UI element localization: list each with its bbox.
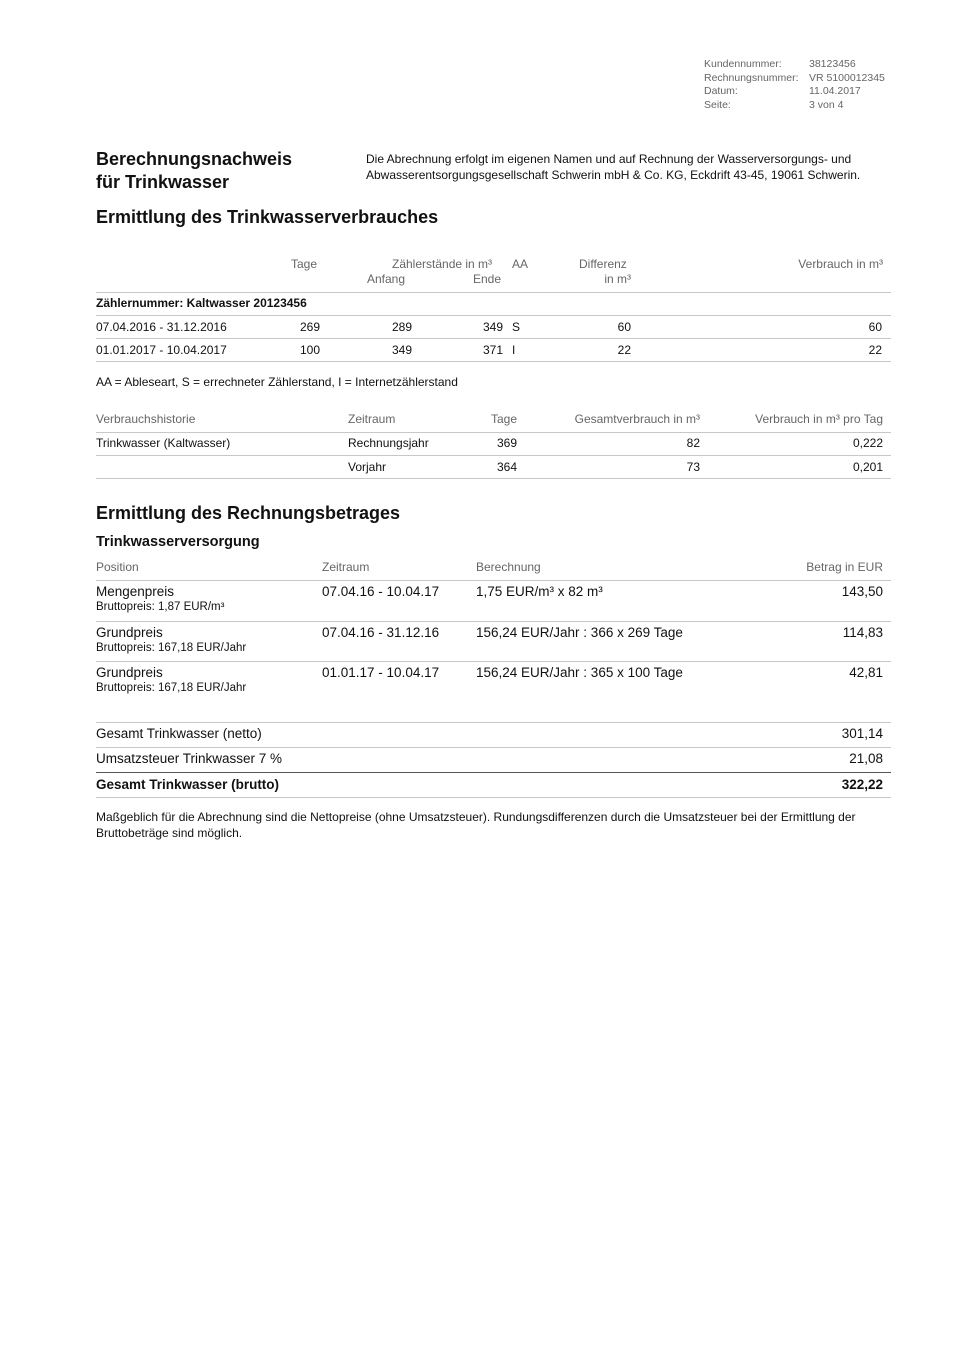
col-header-total-consumption: Gesamtverbrauch in m³ <box>574 412 700 426</box>
row-start: 349 <box>391 343 412 357</box>
divider <box>96 338 891 339</box>
line-item-amount: 42,81 <box>849 665 883 680</box>
col-header-amount: Betrag in EUR <box>806 560 883 574</box>
row-period: 01.01.2017 - 10.04.2017 <box>96 343 227 357</box>
meta-label: Kundennummer: <box>704 58 782 70</box>
col-header-end: Ende <box>473 272 502 286</box>
vat-amount: 21,08 <box>849 751 883 766</box>
col-header-days: Tage <box>291 257 318 271</box>
history-daily: 0,201 <box>852 460 883 474</box>
subsection-heading: Trinkwasserversorgung <box>96 534 260 550</box>
col-header-difference: Differenz <box>579 257 627 271</box>
divider <box>96 661 891 662</box>
col-header-position: Position <box>96 560 139 574</box>
divider <box>96 432 891 433</box>
vat-label: Umsatzsteuer Trinkwasser 7 % <box>96 751 283 766</box>
total-net-amount: 301,14 <box>841 726 883 741</box>
divider <box>96 722 891 723</box>
section-heading-amount: Ermittlung des Rechnungsbetrages <box>96 503 401 523</box>
page-title <box>96 148 292 194</box>
intro-text: Die Abrechnung erfolgt im eigenen Namen und auf Rechnung der Wasserversorgungs- und Abwasserentsorgungsgesellschaft Schwerin mbH & Co. KG, Eckdrift 43-45, 19061 Schwerin. <box>366 152 861 182</box>
divider <box>96 797 891 798</box>
row-reading-type: S <box>512 320 521 334</box>
divider <box>96 455 891 456</box>
invoice-meta <box>704 58 885 113</box>
line-item-gross-price: Bruttopreis: 167,18 EUR/Jahr <box>96 682 247 694</box>
line-item-gross-price: Bruttopreis: 1,87 EUR/m³ <box>96 601 225 613</box>
line-item-calculation: 1,75 EUR/m³ x 82 m³ <box>476 584 603 599</box>
line-item-period: 01.01.17 - 10.04.17 <box>322 665 440 680</box>
total-gross-amount: 322,22 <box>841 777 883 792</box>
col-header-start: Anfang <box>367 272 406 286</box>
history-total: 73 <box>686 460 700 474</box>
row-start: 289 <box>391 320 412 334</box>
history-period: Rechnungsjahr <box>348 436 429 450</box>
history-days: 364 <box>496 460 517 474</box>
meta-label: Seite: <box>704 99 731 112</box>
total-net-label: Gesamt Trinkwasser (netto) <box>96 726 262 741</box>
row-end: 371 <box>482 343 503 357</box>
history-daily: 0,222 <box>852 436 883 450</box>
line-item-amount: 114,83 <box>842 625 883 640</box>
col-header-period: Zeitraum <box>348 412 396 426</box>
history-days: 369 <box>496 436 517 450</box>
col-header-days: Tage <box>490 412 517 426</box>
line-item-amount: 143,50 <box>841 584 883 599</box>
meta-label: Rechnungsnummer: <box>704 71 799 84</box>
row-period: 07.04.2016 - 31.12.2016 <box>96 320 227 334</box>
line-item-gross-price: Bruttopreis: 167,18 EUR/Jahr <box>96 642 247 654</box>
line-item-position: Grundpreis <box>96 665 163 680</box>
col-header-difference-unit: in m³ <box>604 272 631 286</box>
col-header-meter-readings: Zählerstände in m³ <box>392 257 493 271</box>
row-end: 349 <box>482 320 503 334</box>
line-item-period: 07.04.16 - 10.04.17 <box>322 584 440 599</box>
history-total: 82 <box>686 436 700 450</box>
reading-type-legend: AA = Ableseart, S = errechneter Zählerstand, I = Internetzählerstand <box>96 375 458 389</box>
divider <box>96 772 891 773</box>
col-header-reading-type: AA <box>512 257 529 271</box>
customer-number: 38123456 <box>809 58 856 70</box>
line-item-position: Mengenpreis <box>96 584 175 599</box>
col-header-consumption: Verbrauch in m³ <box>798 257 883 271</box>
meter-number: Zählernummer: Kaltwasser 20123456 <box>96 296 307 310</box>
row-consumption: 22 <box>868 343 882 357</box>
row-days: 269 <box>299 320 320 334</box>
title-line: für Trinkwasser <box>96 172 230 192</box>
page-number: 3 von 4 <box>809 99 844 112</box>
divider <box>96 361 891 362</box>
row-days: 100 <box>299 343 320 357</box>
divider <box>96 621 891 622</box>
divider <box>96 580 891 581</box>
divider <box>96 478 891 479</box>
col-header-calculation: Berechnung <box>476 560 541 574</box>
col-header-daily-consumption: Verbrauch in m³ pro Tag <box>755 412 883 426</box>
history-name: Trinkwasser (Kaltwasser) <box>96 436 231 450</box>
row-reading-type: I <box>512 343 516 357</box>
section-heading-consumption: Ermittlung des Trinkwasserverbrauches <box>96 207 439 227</box>
history-period: Vorjahr <box>348 460 387 474</box>
invoice-date: 11.04.2017 <box>809 85 861 98</box>
col-header-period: Zeitraum <box>322 560 370 574</box>
footnote: Maßgeblich für die Abrechnung sind die Nettopreise (ohne Umsatzsteuer). Rundungsdifferenzen durch die Umsatzsteuer bei der Ermittlung der Bruttobeträge sind möglich. <box>96 810 856 840</box>
divider <box>96 747 891 748</box>
title-line: Berechnungsnachweis <box>96 149 293 169</box>
line-item-calculation: 156,24 EUR/Jahr : 366 x 269 Tage <box>476 625 683 640</box>
line-item-period: 07.04.16 - 31.12.16 <box>322 625 440 640</box>
divider <box>96 292 891 293</box>
invoice-number: VR 5100012345 <box>809 71 885 84</box>
col-header-history: Verbrauchshistorie <box>96 412 196 426</box>
row-difference: 60 <box>617 320 631 334</box>
total-gross-label: Gesamt Trinkwasser (brutto) <box>96 777 280 792</box>
row-difference: 22 <box>617 343 631 357</box>
line-item-calculation: 156,24 EUR/Jahr : 365 x 100 Tage <box>476 665 683 680</box>
meta-label: Datum: <box>704 85 738 98</box>
divider <box>96 315 891 316</box>
row-consumption: 60 <box>868 320 882 334</box>
line-item-position: Grundpreis <box>96 625 163 640</box>
